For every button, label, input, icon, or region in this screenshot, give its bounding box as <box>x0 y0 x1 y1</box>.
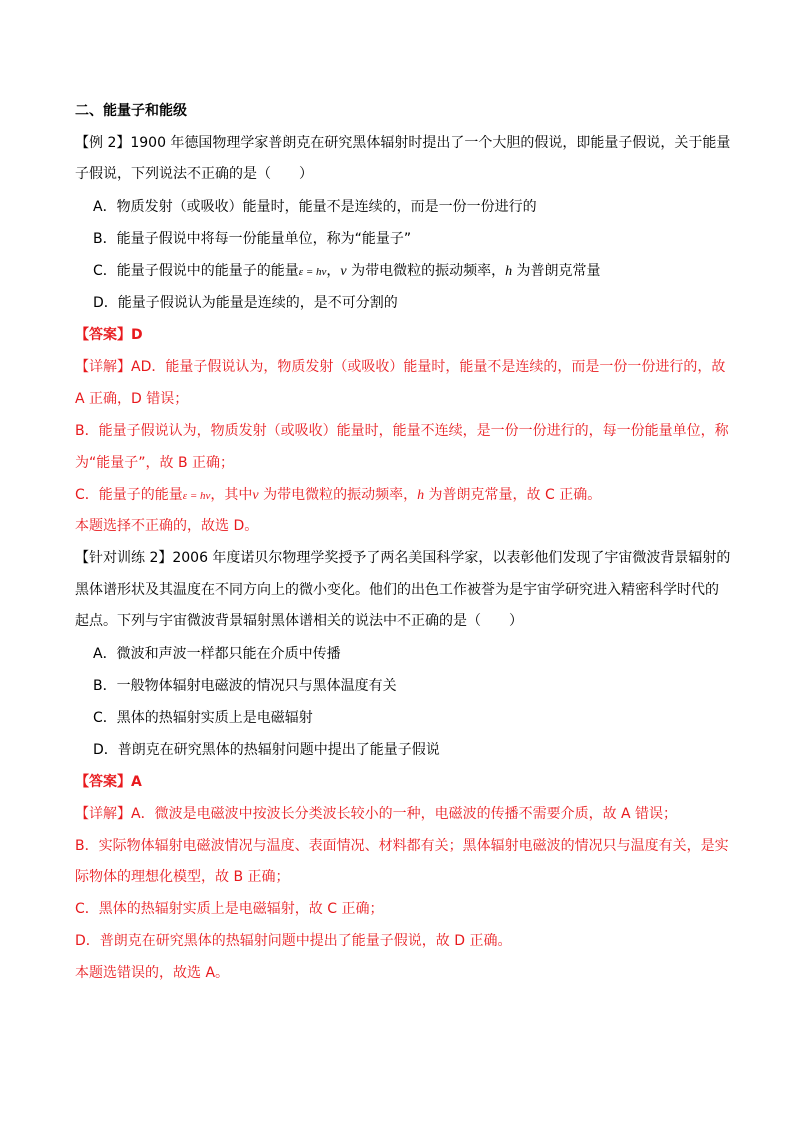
training2-option-a: A．微波和声波一样都只能在介质中传播 <box>93 646 341 662</box>
example2-answer: 【答案】D <box>75 327 143 343</box>
training2-conclusion: 本题选错误的，故选 A。 <box>75 965 230 981</box>
nu-symbol: ν <box>340 264 347 279</box>
training2-detail-line5: D．普朗克在研究黑体的热辐射问题中提出了能量子假说，故 D 正确。 <box>75 933 512 949</box>
training2-stem-line3: 起点。下列与宇宙微波背景辐射黑体谱相关的说法中不正确的是（ ） <box>75 613 523 629</box>
detail-c-mid: ，其中 <box>210 487 253 503</box>
example2-option-a: A．物质发射（或吸收）能量时，能量不是连续的，而是一份一份进行的 <box>93 199 537 215</box>
example2-option-b: B．能量子假说中将每一份能量单位，称为“能量子” <box>93 231 412 247</box>
detail-c-mid2: 为带电微粒的振动频率， <box>258 487 418 503</box>
training2-detail-line2: B．实际物体辐射电磁波情况与温度、表面情况、材料都有关；黑体辐射电磁波的情况只与温度有关，是实 <box>75 838 729 854</box>
training2-option-c: C．黑体的热辐射实质上是电磁辐射 <box>93 710 313 726</box>
option-c-mid: ， <box>326 263 341 279</box>
detail-nu-symbol: ν <box>252 488 259 503</box>
example2-option-d: D．能量子假说认为能量是连续的，是不可分割的 <box>93 295 398 311</box>
section-title: 二、能量子和能级 <box>75 103 187 119</box>
example2-detail-line2: A 正确，D 错误； <box>75 391 189 407</box>
training2-answer: 【答案】A <box>75 774 142 790</box>
detail-h-symbol: h <box>417 488 425 503</box>
example2-option-c <box>93 261 601 282</box>
detail-energy-formula: ε = hν <box>182 490 211 502</box>
option-c-suffix: 为普朗克常量 <box>512 263 601 279</box>
training2-option-d: D．普朗克在研究黑体的热辐射问题中提出了能量子假说 <box>93 742 440 758</box>
training2-detail-line4: C．黑体的热辐射实质上是电磁辐射，故 C 正确； <box>75 901 384 917</box>
training2-detail-line3: 际物体的理想化模型，故 B 正确； <box>75 869 290 885</box>
option-c-prefix: C．能量子假说中的能量子的能量 <box>93 263 299 279</box>
training2-detail-line1: 【详解】A．微波是电磁波中按波长分类波长较小的一种，电磁波的传播不需要介质，故 A 错误； <box>75 806 678 822</box>
example2-stem-line1: 【例 2】1900 年德国物理学家普朗克在研究黑体辐射时提出了一个大胆的假说，即能量子假说，关于能量 <box>75 135 731 151</box>
example2-stem-line2: 子假说，下列说法不正确的是（ ） <box>75 166 313 182</box>
option-c-mid2: 为带电微粒的振动频率， <box>346 263 506 279</box>
h-symbol: h <box>505 264 513 279</box>
example2-detail-line1: 【详解】AD．能量子假说认为，物质发射（或吸收）能量时，能量不是连续的，而是一份一份进行的，故 <box>75 359 726 375</box>
training2-option-b: B．一般物体辐射电磁波的情况只与黑体温度有关 <box>93 678 397 694</box>
training2-stem-line2: 黑体谱形状及其温度在不同方向上的微小变化。他们的出色工作被誉为是宇宙学研究进入精密科学时代的 <box>75 582 719 598</box>
detail-c-prefix: C．能量子的能量 <box>75 487 183 503</box>
detail-c-suffix: 为普朗克常量，故 C 正确。 <box>424 487 602 503</box>
training2-stem-line1: 【针对训练 2】2006 年度诺贝尔物理学奖授予了两名美国科学家，以表彰他们发现了宇宙微波背景辐射的 <box>75 550 731 566</box>
example2-conclusion: 本题选择不正确的，故选 D。 <box>75 518 259 534</box>
example2-detail-line5 <box>75 485 601 506</box>
energy-formula: ε = hν <box>298 266 327 278</box>
example2-detail-line4: 为“能量子”，故 B 正确； <box>75 455 235 471</box>
example2-detail-line3: B．能量子假说认为，物质发射（或吸收）能量时，能量不连续，是一份一份进行的，每一份能量单位，称 <box>75 423 729 439</box>
